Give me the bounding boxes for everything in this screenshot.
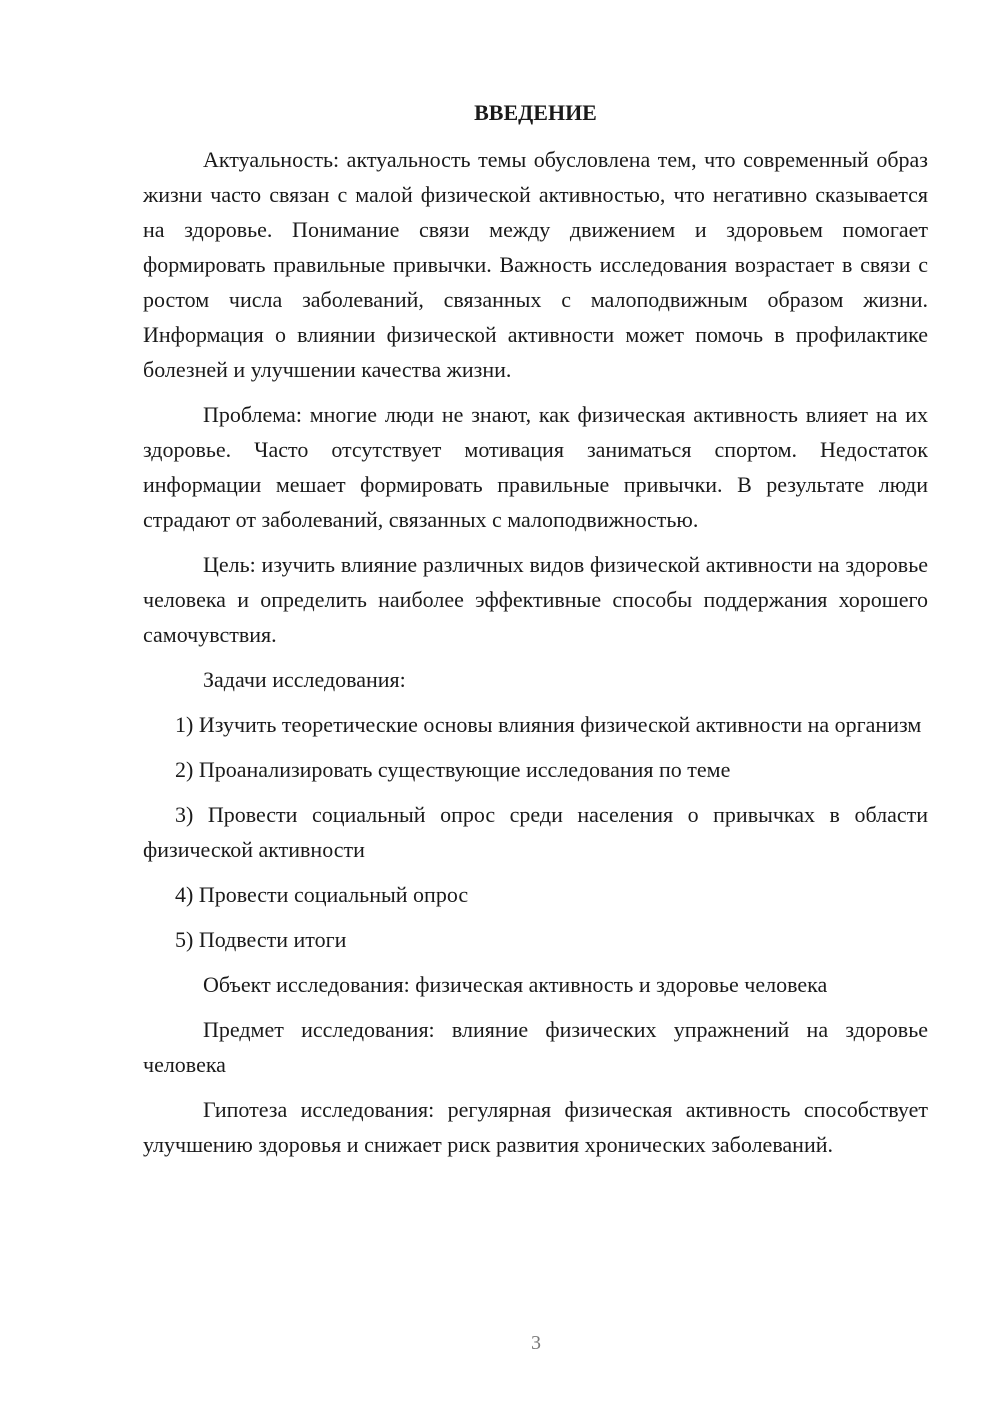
page-title: ВВЕДЕНИЕ	[474, 100, 597, 125]
page-number: 3	[531, 1332, 541, 1354]
paragraph-object: Объект исследования: физическая активность и здоровье человека	[203, 972, 828, 997]
paragraph-problem: Проблема: многие люди не знают, как физическая активность влияет на их здоровье. Часто отсутствует мотивация заниматься спортом. Недостаток информации мешает формировать правильные привычки. В результате люди страдают от заболеваний, связанных с малоподвижностью.	[143, 402, 928, 532]
task-item-4: 4) Провести социальный опрос	[175, 882, 469, 907]
tasks-heading: Задачи исследования:	[203, 667, 406, 692]
task-item-3: 3) Провести социальный опрос среди населения о привычках в области физической активности	[143, 802, 928, 862]
paragraph-relevance: Актуальность: актуальность темы обусловлена тем, что современный образ жизни часто связан с малой физической активностью, что негативно сказывается на здоровье. Понимание связи между движением и здоровьем помогает формировать правильные привычки. Важность исследования возрастает в связи с ростом числа заболеваний, связанных с малоподвижным образом жизни. Информация о влиянии физической активности может помочь в профилактике болезней и улучшении качества жизни.	[143, 147, 928, 382]
page-content	[143, 95, 928, 1172]
task-item-1: 1) Изучить теоретические основы влияния физической активности на организм	[175, 712, 922, 737]
paragraph-hypothesis: Гипотеза исследования: регулярная физическая активность способствует улучшению здоровья и снижает риск развития хронических заболеваний.	[143, 1097, 928, 1157]
task-item-2: 2) Проанализировать существующие исследования по теме	[175, 757, 731, 782]
paragraph-goal: Цель: изучить влияние различных видов физической активности на здоровье человека и определить наиболее эффективные способы поддержания хорошего самочувствия.	[143, 552, 928, 647]
paragraph-subject: Предмет исследования: влияние физических упражнений на здоровье человека	[143, 1017, 928, 1077]
task-item-5: 5) Подвести итоги	[175, 927, 347, 952]
